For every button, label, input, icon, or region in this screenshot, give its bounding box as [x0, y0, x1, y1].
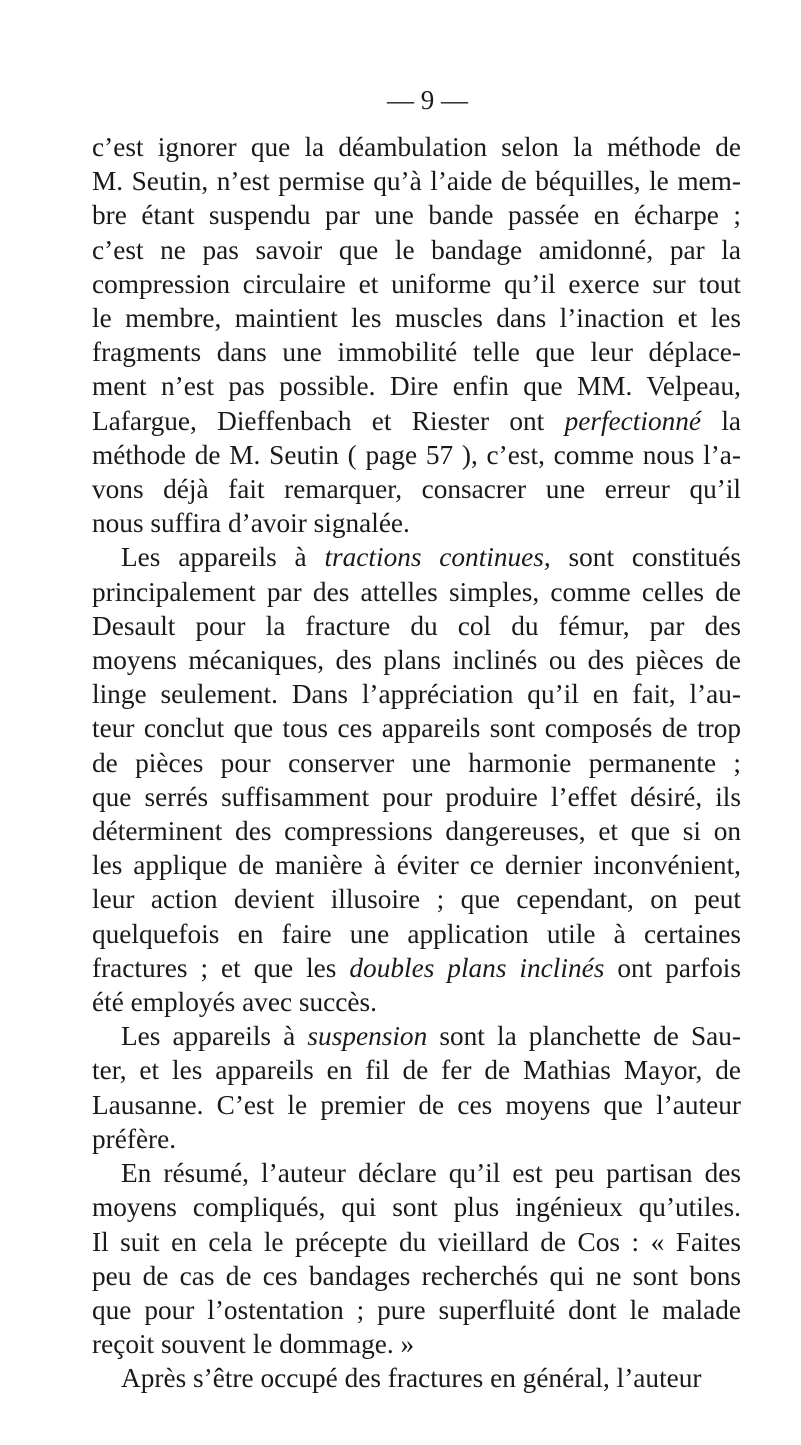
text-line	[92, 404, 741, 438]
text-run: Lausanne. C’est le premier de ces moyens que l’auteur	[92, 1089, 741, 1120]
text-line	[92, 130, 741, 164]
text-line	[92, 335, 741, 369]
italic-term: doubles plans inclinés	[349, 952, 605, 983]
text-run: les applique de manière à éviter ce dernier inconvénient,	[92, 850, 741, 881]
text-run: peu de cas de ces bandages recherchés qui ne sont bons	[92, 1260, 741, 1291]
text-run: Après s’être occupé des fractures en général, l’auteur	[121, 1363, 702, 1394]
text-run: le membre, maintient les muscles dans l’inaction et les	[92, 303, 741, 334]
text-line	[92, 438, 741, 472]
text-line	[92, 917, 741, 951]
text-line	[92, 1259, 741, 1293]
text-run: Il suit en cela le précepte du vieillard de Cos : « Faites	[92, 1226, 741, 1257]
text-run: sont la planchette de Sau-	[439, 1021, 741, 1052]
text-line	[92, 198, 741, 232]
text-run: bre étant suspendu par une bande passée en écharpe ;	[92, 200, 741, 231]
text-run: Desault pour la fracture du col du fémur, par des	[92, 610, 741, 641]
text-line	[92, 301, 741, 335]
text-line	[92, 882, 741, 916]
text-run: leur action devient illusoire ; que cependant, on peut	[92, 884, 741, 915]
body-text	[92, 130, 741, 1396]
text-line	[92, 643, 741, 677]
text-line	[92, 985, 741, 1019]
text-run: Les appareils à	[121, 542, 307, 573]
text-run: compression circulaire et uniforme qu’il exerce sur tout	[92, 268, 741, 299]
text-line	[92, 609, 741, 643]
italic-term: perfectionné	[564, 405, 702, 436]
text-line	[92, 1293, 741, 1327]
page-number: — 9 —	[387, 85, 468, 115]
text-line	[92, 1019, 741, 1053]
text-line	[92, 472, 741, 506]
text-line	[92, 540, 741, 574]
text-run: de pièces pour conserver une harmonie permanente ;	[92, 747, 741, 778]
text-run: la	[721, 405, 741, 436]
text-line	[92, 369, 741, 403]
text-line	[92, 746, 741, 780]
text-line	[92, 506, 741, 540]
text-run: été employés avec succès.	[92, 987, 377, 1018]
text-line	[92, 677, 741, 711]
text-run: sont constitués	[568, 542, 741, 573]
text-run: ont parfois	[617, 952, 741, 983]
text-line	[92, 164, 741, 198]
text-run: préfère.	[92, 1123, 177, 1154]
text-run: En résumé, l’auteur déclare qu’il est peu partisan des	[121, 1158, 741, 1189]
text-run: déterminent des compressions dangereuses, et que si on	[92, 816, 741, 847]
text-run: c’est ne pas savoir que le bandage amidonné, par la	[92, 234, 741, 265]
italic-term: suspension	[307, 1021, 428, 1052]
text-line	[92, 575, 741, 609]
text-run: que serrés suffisamment pour produire l’effet désiré, ils	[92, 781, 741, 812]
text-run: teur conclut que tous ces appareils sont composés de trop	[92, 713, 741, 744]
text-run: ment n’est pas possible. Dire enfin que MM. Velpeau,	[92, 371, 741, 402]
text-run: linge seulement. Dans l’appréciation qu’il en fait, l’au-	[92, 679, 741, 710]
text-run: fractures ; et que les	[92, 952, 337, 983]
text-run: principalement par des attelles simples, comme celles de	[92, 576, 741, 607]
text-line	[92, 780, 741, 814]
text-run: quelquefois en faire une application utile à certaines	[92, 918, 741, 949]
text-line	[92, 951, 741, 985]
text-line	[92, 1088, 741, 1122]
text-run: vons déjà fait remarquer, consacrer une erreur qu’il	[92, 474, 741, 505]
text-line	[92, 1327, 741, 1361]
text-run: M. Seutin, n’est permise qu’à l’aide de béquilles, le mem-	[92, 166, 741, 197]
text-line	[92, 1361, 741, 1395]
text-line	[92, 1053, 741, 1087]
text-line	[92, 1156, 741, 1190]
text-run: Lafargue, Dieffenbach et Riester ont	[92, 405, 545, 436]
text-line	[92, 1122, 741, 1156]
text-run: nous suffira d’avoir signalée.	[92, 508, 410, 539]
text-run: que pour l’ostentation ; pure superfluité dont le malade	[92, 1294, 741, 1325]
text-line	[92, 814, 741, 848]
text-line	[92, 711, 741, 745]
text-run: ter, et les appareils en fil de fer de Mathias Mayor, de	[92, 1055, 741, 1086]
text-run: méthode de M. Seutin ( page 57 ), c’est, comme nous l’a-	[92, 439, 741, 470]
text-run: c’est ignorer que la déambulation selon la méthode de	[92, 132, 741, 162]
text-run: fragments dans une immobilité telle que leur déplace-	[92, 337, 741, 368]
text-run: moyens compliqués, qui sont plus ingénieux qu’utiles.	[92, 1192, 741, 1223]
text-line	[92, 233, 741, 267]
text-run: Les appareils à	[121, 1021, 296, 1052]
text-run: moyens mécaniques, des plans inclinés ou des pièces de	[92, 645, 741, 676]
text-run: reçoit souvent le dommage. »	[92, 1329, 415, 1360]
italic-term: tractions continues,	[324, 542, 551, 573]
text-line	[92, 1190, 741, 1224]
text-line	[92, 267, 741, 301]
text-line	[92, 848, 741, 882]
text-line	[92, 1225, 741, 1259]
